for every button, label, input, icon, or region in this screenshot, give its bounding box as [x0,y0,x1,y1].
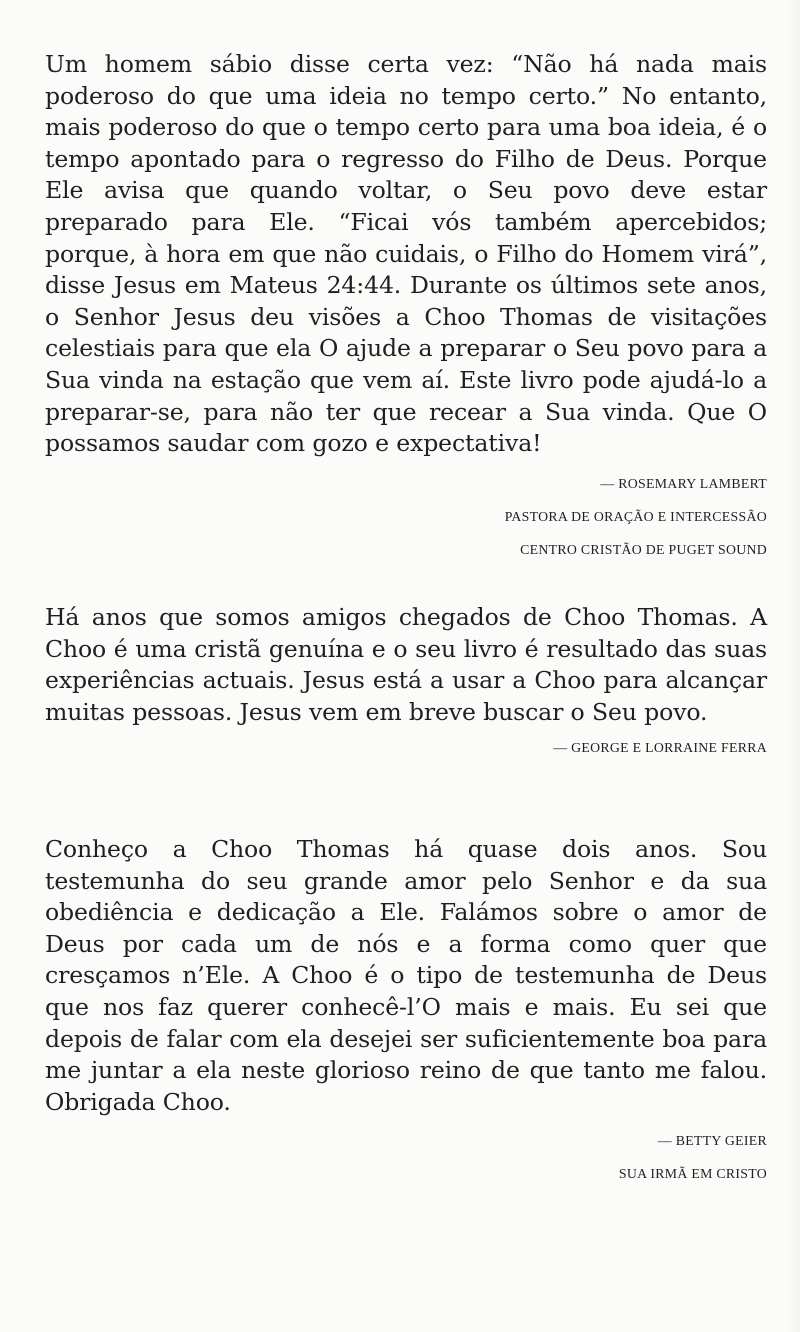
attribution-name: — ROSEMARY LAMBERT [600,475,767,491]
attribution-block [45,467,767,566]
endorsement-text: Conheço a Choo Thomas há quase dois anos. Sou testemunha do seu grande amor pelo Senhor e da sua obediência e dedicação a Ele. Falámos sobre o amor de Deus por cada um de nós e a forma como quer que cresçamos n’Ele. A Choo é o tipo de testemunha de Deus que nos faz querer conhecê-l’O mais e mais. Eu sei que depois de falar com ela desejei ser suficientemente boa para me juntar a ela neste glorioso reino de que tanto me falou. Obrigada Choo. [45,835,767,1116]
endorsement-text: Um homem sábio disse certa vez: “Não há nada mais poderoso do que uma ideia no tempo certo.” No entanto, mais poderoso do que o tempo certo para uma boa ideia, é o tempo apontado para o regresso do Filho de Deus. Porque Ele avisa que quando voltar, o Seu povo deve estar preparado para Ele. “Ficai vós também apercebidos; porque, à hora em que não cuidais, o Filho do Homem virá”, disse Jesus em Mateus 24:44. Durante os últimos sete anos, o Senhor Jesus deu visões a Choo Thomas de visitações celestiais para que ela O ajude a preparar o Seu povo para a Sua vinda na estação que vem aí. Este livro pode ajudá-lo a preparar-se, para não ter que recear a Sua vinda. Que O possamos saudar com gozo e expectativa! [45,50,767,458]
attribution-block [45,731,767,764]
attribution-name: — BETTY GEIER [657,1133,767,1149]
attribution-block [45,1124,767,1190]
attribution-organization: CENTRO CRISTÃO DE PUGET SOUND [520,541,767,557]
page-edge-shade [786,0,800,1332]
endorsement-text: Há anos que somos amigos chegados de Choo Thomas. A Choo é uma cristã genuína e o seu livro é resultado das suas experiências actuais. Jesus está a usar a Choo para alcançar muitas pessoas. Jesus vem em breve buscar o Seu povo. [45,603,767,726]
endorsement-rosemary-lambert [45,49,767,566]
endorsement-betty-geier [45,834,767,1190]
attribution-name: — GEORGE E LORRAINE FERRA [553,740,767,756]
endorsement-george-lorraine-ferra [45,602,767,764]
attribution-title: SUA IRMÃ EM CRISTO [618,1166,767,1182]
attribution-title: PASTORA DE ORAÇÃO E INTERCESSÃO [504,508,767,524]
